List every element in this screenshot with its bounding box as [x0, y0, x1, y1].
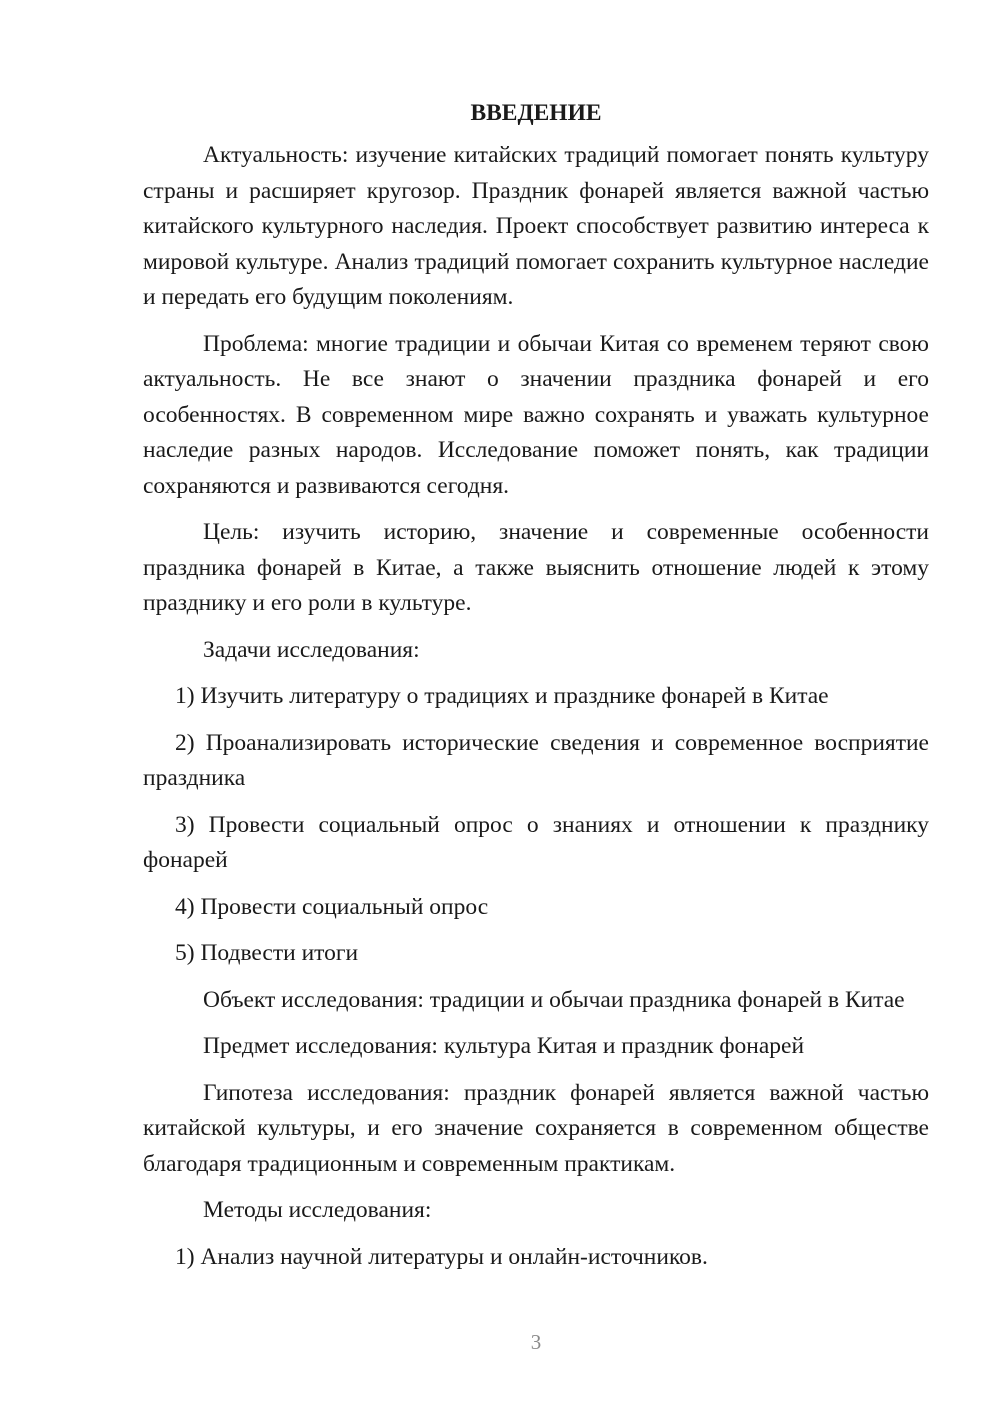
research-hypothesis: Гипотеза исследования: праздник фонарей является важной частью китайской культуры, и его значение сохраняется в современном обществе благодаря традиционным и современным практикам. [143, 1079, 929, 1177]
task-item-5: 5) Подвести итоги [175, 940, 359, 966]
task-item-4: 4) Провести социальный опрос [175, 893, 489, 920]
research-subject: Предмет исследования: культура Китая и праздник фонарей [203, 1033, 805, 1059]
methods-title: Методы исследования: [203, 1197, 432, 1223]
document-page [143, 96, 929, 1286]
section-heading: ВВЕДЕНИЕ [470, 100, 602, 126]
relevance-paragraph: Актуальность: изучение китайских традиций помогает понять культуру страны и расширяет кругозор. Праздник фонарей является важной частью китайского культурного наследия. Проект способствует развитию интереса к мировой культуре. Анализ традиций помогает сохранить культурное наследие и передать его будущим поколениям. [143, 142, 929, 310]
goal-paragraph: Цель: изучить историю, значение и современные особенности праздника фонарей в Китае, а также выяснить отношение людей к этому празднику и его роли в культуре. [143, 519, 929, 616]
task-item-2: 2) Проанализировать исторические сведения и современное восприятие праздника [143, 729, 929, 791]
task-item-1: 1) Изучить литературу о традициях и празднике фонарей в Китае [175, 683, 829, 709]
problem-paragraph: Проблема: многие традиции и обычаи Китая со временем теряют свою актуальность. Не все знают о значении праздника фонарей и его особенностях. В современном мире важно сохранять и уважать культурное наследие разных народов. Исследование поможет понять, как традиции сохраняются и развиваются сегодня. [143, 330, 929, 499]
page-number: 3 [530, 1330, 542, 1354]
tasks-title: Задачи исследования: [203, 636, 420, 663]
research-object: Объект исследования: традиции и обычаи праздника фонарей в Китае [203, 986, 905, 1013]
method-item-1: 1) Анализ научной литературы и онлайн-источников. [175, 1243, 708, 1270]
task-item-3: 3) Провести социальный опрос о знаниях и отношении к празднику фонарей [143, 811, 929, 873]
